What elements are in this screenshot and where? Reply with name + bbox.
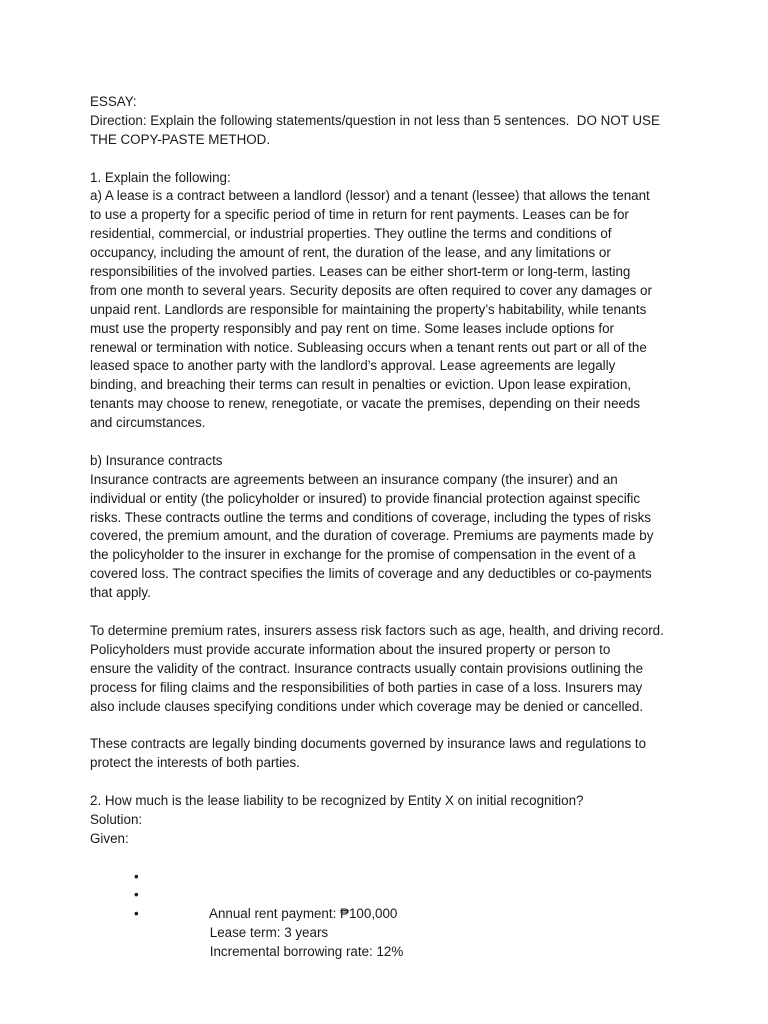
paragraph-line: covered, the premium amount, and the duration of coverage. Premiums are payments made by	[90, 528, 654, 544]
paragraph-line: that apply.	[90, 585, 151, 601]
paragraph-line: tenants may choose to renew, renegotiate, or vacate the premises, depending on their needs	[90, 396, 641, 412]
paragraph-line: a) A lease is a contract between a landlord (lessor) and a tenant (lessee) that allows the tenant	[90, 188, 650, 204]
insurance-paragraph-1	[90, 471, 682, 603]
spacer	[90, 849, 682, 868]
question-2-text: 2. How much is the lease liability to be recognized by Entity X on initial recognition?	[90, 792, 584, 808]
given-item-text: Incremental borrowing rate: 12%	[209, 944, 404, 960]
solution-label: Solution:	[90, 811, 143, 827]
list-item	[90, 868, 682, 922]
spacer	[90, 150, 682, 169]
paragraph-line: to use a property for a specific period of time in return for rent payments. Leases can be for	[90, 207, 629, 223]
paragraph-line: leased space to another party with the landlord’s approval. Lease agreements are legally	[90, 358, 616, 374]
question-1-title: 1. Explain the following:	[90, 169, 231, 185]
given-list	[90, 868, 682, 960]
paragraph-line: individual or entity (the policyholder or insured) to provide financial protection against specific	[90, 490, 641, 506]
paragraph-line: Insurance contracts are agreements between an insurance company (the insurer) and an	[90, 471, 618, 487]
given-item-text: Annual rent payment: ₱100,000	[209, 906, 398, 922]
document-body	[90, 93, 682, 960]
paragraph-line: and circumstances.	[90, 415, 206, 431]
paragraph-line: must use the property responsibly and pay rent on time. Some leases include options for	[90, 320, 615, 336]
paragraph-line: from one month to several years. Security deposits are often required to cover any damages or	[90, 282, 652, 298]
spacer	[90, 433, 682, 452]
paragraph-line: occupancy, including the amount of rent, the duration of the lease, and any limitations or	[90, 245, 611, 261]
paragraph-line: residential, commercial, or industrial properties. They outline the terms and conditions of	[90, 226, 612, 242]
paragraph-line: binding, and breaching their terms can result in penalties or eviction. Upon lease expiration,	[90, 377, 632, 393]
insurance-paragraph-2	[90, 622, 682, 716]
paragraph-line: also include clauses specifying conditions under which coverage may be denied or cancelled.	[90, 698, 644, 714]
bullet-icon: •	[134, 868, 139, 884]
spacer	[90, 773, 682, 792]
direction-line: THE COPY-PASTE METHOD.	[90, 131, 271, 147]
given-label: Given:	[90, 830, 129, 846]
given-item-text: Lease term: 3 years	[209, 925, 329, 941]
paragraph-line: unpaid rent. Landlords are responsible for maintaining the property’s habitability, while tenants	[90, 301, 647, 317]
bullet-icon: •	[134, 887, 139, 903]
essay-heading: ESSAY:	[90, 94, 137, 109]
paragraph-line: the policyholder to the insurer in exchange for the promise of compensation in the event of a	[90, 547, 636, 563]
insurance-subheading: b) Insurance contracts	[90, 452, 223, 468]
spacer	[90, 716, 682, 735]
spacer	[90, 603, 682, 622]
paragraph-line: covered loss. The contract specifies the limits of coverage and any deductibles or co-payments	[90, 566, 652, 582]
insurance-paragraph-3	[90, 735, 682, 773]
paragraph-line: ensure the validity of the contract. Insurance contracts usually contain provisions outlining the	[90, 660, 644, 676]
paragraph-line: renewal or termination with notice. Subleasing occurs when a tenant rents out part or all of the	[90, 339, 647, 355]
paragraph-line: responsibilities of the involved parties. Leases can be either short-term or long-term, lasting	[90, 264, 631, 280]
paragraph-line: These contracts are legally binding documents governed by insurance laws and regulations to	[90, 736, 647, 752]
paragraph-line: Policyholders must provide accurate information about the insured property or person to	[90, 641, 611, 657]
paragraph-line: risks. These contracts outline the terms and conditions of coverage, including the types of risks	[90, 509, 651, 525]
paragraph-line: To determine premium rates, insurers assess risk factors such as age, health, and driving record.	[90, 622, 664, 638]
bullet-icon: •	[134, 906, 139, 922]
paragraph-line: process for filing claims and the responsibilities of both parties in case of a loss. Insurers may	[90, 679, 643, 695]
paragraph-line: protect the interests of both parties.	[90, 755, 300, 771]
lease-paragraph	[90, 187, 682, 433]
direction-line: Direction: Explain the following statements/question in not less than 5 sentences. DO NOT USE	[90, 112, 660, 128]
